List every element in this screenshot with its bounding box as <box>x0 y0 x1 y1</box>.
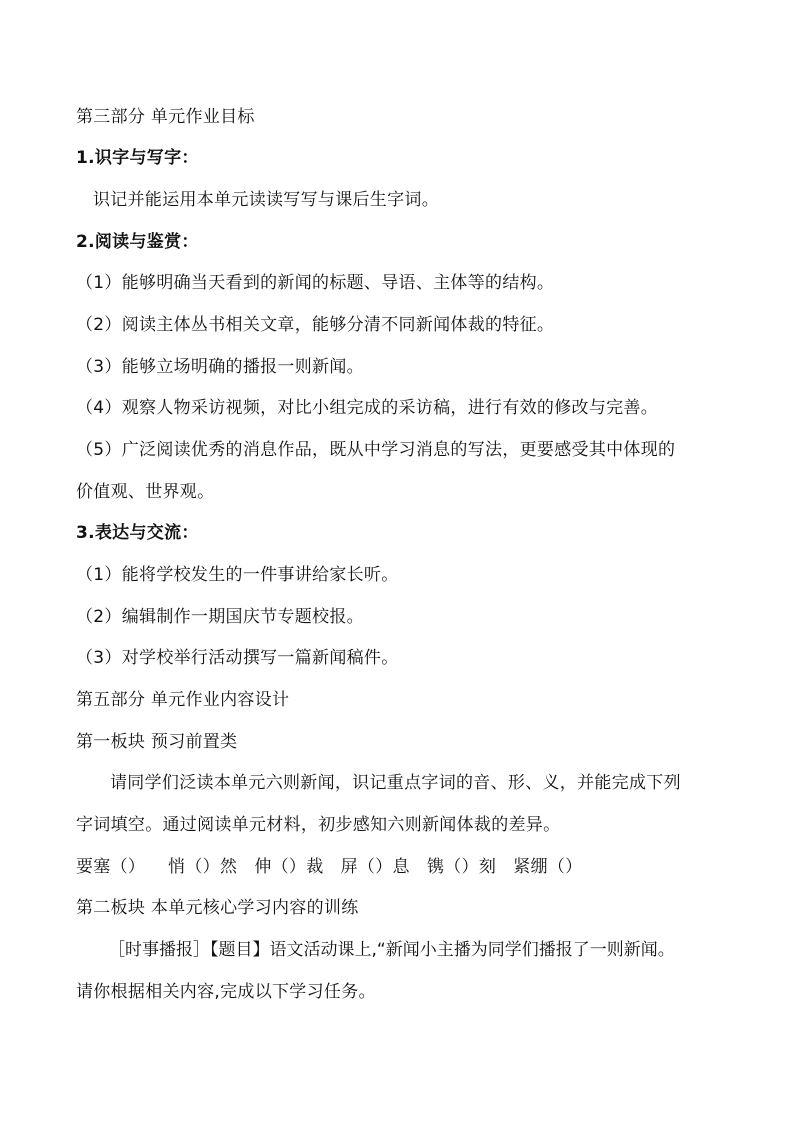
section3-item-1: （1）能将学校发生的一件事讲给家长听。 <box>76 565 399 585</box>
section3-title: 3.表达与交流： <box>76 523 199 543</box>
section3-item-3: （3）对学校举行活动撰写一篇新闻稿件。 <box>76 648 399 668</box>
section2-title: 2.阅读与鉴赏： <box>76 232 199 252</box>
block2-paragraph-line-1: ［时事播报］【题目】语文活动课上,“新闻小主播为同学们播报了一则新闻。 <box>108 940 675 960</box>
part5-heading: 第五部分 单元作业内容设计 <box>76 690 290 710</box>
section2-item-1: （1）能够明确当天看到的新闻的标题、导语、主体等的结构。 <box>76 273 555 293</box>
vocabulary-blanks: 要塞（） 悄（）然 伸（）裁 屏（）息 镌（）刻 紧绷（） <box>76 857 583 877</box>
section3-item-2: （2）编辑制作一期国庆节专题校报。 <box>76 607 364 627</box>
block1-paragraph-line-2: 字词填空。通过阅读单元材料，初步感知六则新闻体裁的差异。 <box>76 815 561 835</box>
block1-title: 第一板块 预习前置类 <box>76 732 238 752</box>
section1-body: 识记并能运用本单元读读写写与课后生字词。 <box>93 190 439 210</box>
section2-item-3: （3）能够立场明确的播报一则新闻。 <box>76 357 364 377</box>
part3-heading: 第三部分 单元作业目标 <box>76 107 255 127</box>
section2-item-5-continued: 价值观、世界观。 <box>76 482 215 502</box>
block2-paragraph-line-2: 请你根据相关内容,完成以下学习任务。 <box>76 982 376 1002</box>
section2-item-5: （5）广泛阅读优秀的消息作品，既从中学习消息的写法，更要感受其中体现的 <box>76 440 676 460</box>
section2-item-4: （4）观察人物采访视频，对比小组完成的采访稿，进行有效的修改与完善。 <box>76 398 659 418</box>
section2-item-2: （2）阅读主体丛书相关文章，能够分清不同新闻体裁的特征。 <box>76 315 555 335</box>
block2-title: 第二板块 本单元核心学习内容的训练 <box>76 898 359 918</box>
block1-paragraph-line-1: 请同学们泛读本单元六则新闻，识记重点字词的音、形、义，并能完成下列 <box>110 773 681 793</box>
section1-title: 1.识字与写字： <box>76 148 199 168</box>
